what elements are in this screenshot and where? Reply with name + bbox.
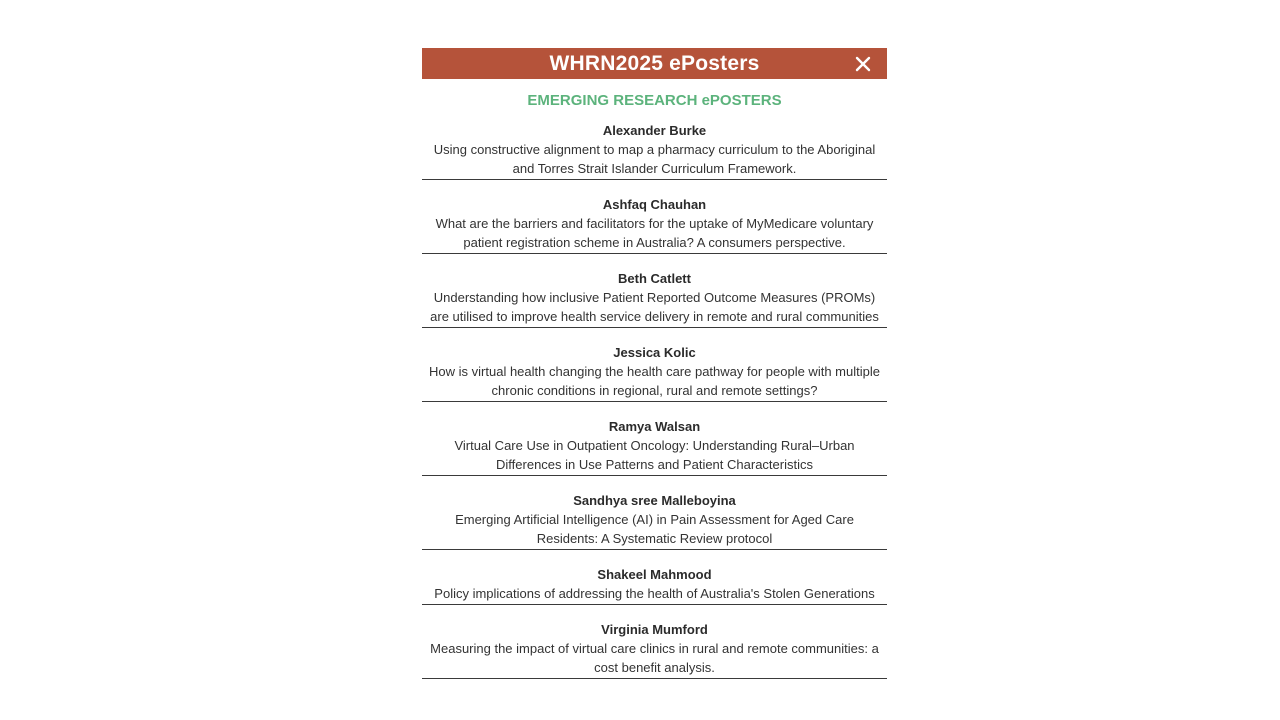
- section-title: EMERGING RESEARCH ePOSTERS: [527, 92, 782, 109]
- poster-title: Measuring the impact of virtual care clinics in rural and remote communities: a cost benefit analysis.: [430, 641, 879, 675]
- poster-entry[interactable]: [422, 328, 887, 402]
- poster-title: Policy implications of addressing the health of Australia's Stolen Generations: [434, 586, 875, 601]
- poster-title: How is virtual health changing the health care pathway for people with multiple chronic conditions in regional, rural and remote settings?: [429, 364, 880, 398]
- eposters-panel: [422, 48, 887, 679]
- poster-author: Jessica Kolic: [613, 345, 696, 360]
- poster-title: Emerging Artificial Intelligence (AI) in Pain Assessment for Aged Care Residents: A Systematic Review protocol: [455, 512, 854, 546]
- poster-author: Sandhya sree Malleboyina: [573, 493, 736, 508]
- poster-title: Using constructive alignment to map a pharmacy curriculum to the Aboriginal and Torres Strait Islander Curriculum Framework.: [433, 142, 876, 176]
- close-icon: [855, 56, 871, 72]
- poster-author: Ashfaq Chauhan: [602, 197, 707, 212]
- poster-author: Alexander Burke: [602, 123, 707, 138]
- poster-entry[interactable]: [422, 605, 887, 679]
- poster-title: Understanding how inclusive Patient Reported Outcome Measures (PROMs) are utilised to improve health service delivery in remote and rural communities: [430, 290, 879, 324]
- poster-author: Beth Catlett: [618, 271, 691, 286]
- poster-entry[interactable]: [422, 476, 887, 550]
- poster-entry[interactable]: [422, 550, 887, 605]
- poster-entry[interactable]: [422, 112, 887, 180]
- panel-title: WHRN2025 ePosters: [549, 52, 760, 75]
- poster-title: Virtual Care Use in Outpatient Oncology: Understanding Rural–Urban Differences in Use Patterns and Patient Characteristics: [454, 438, 855, 472]
- poster-list: [422, 112, 887, 679]
- panel-header: [422, 48, 887, 79]
- close-button[interactable]: [855, 56, 871, 72]
- poster-author: Shakeel Mahmood: [597, 567, 712, 582]
- poster-entry[interactable]: [422, 180, 887, 254]
- poster-title: What are the barriers and facilitators for the uptake of MyMedicare voluntary patient registration scheme in Australia? A consumers perspective.: [435, 216, 874, 250]
- poster-entry[interactable]: [422, 402, 887, 476]
- poster-entry[interactable]: [422, 254, 887, 328]
- poster-author: Ramya Walsan: [608, 419, 701, 434]
- poster-author: Virginia Mumford: [601, 622, 708, 637]
